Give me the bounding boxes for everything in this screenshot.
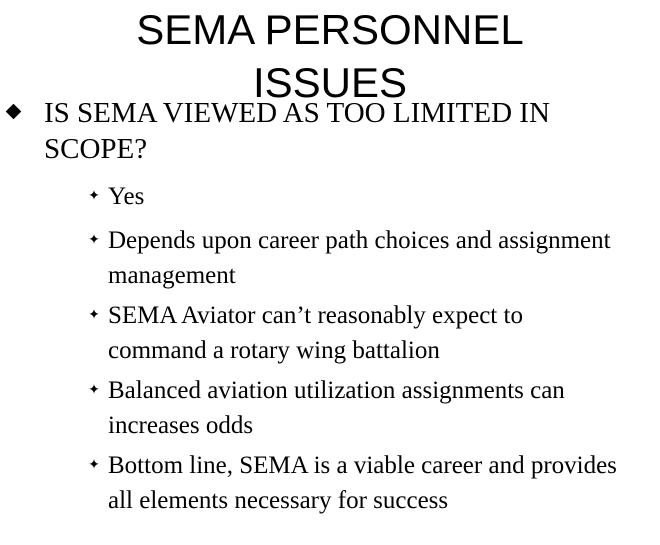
sub-bullet-item (85, 448, 625, 518)
sub-bullet-item (85, 373, 625, 443)
four-point-star-icon: ✦ (88, 188, 100, 204)
sub-bullet-text: Bottom line, SEMA is a viable career and provides all elements necessary for success (108, 452, 617, 514)
slide-title-line-2: ISSUES (252, 59, 408, 106)
sub-bullet-item (85, 223, 625, 293)
sub-bullet-list (85, 179, 625, 523)
four-point-star-icon: ✦ (88, 307, 100, 323)
sub-bullet-item (85, 298, 625, 368)
sub-bullet-text: Yes (108, 183, 145, 210)
diamond-bullet-icon (6, 104, 22, 120)
four-point-star-icon: ✦ (88, 232, 100, 248)
four-point-star-icon: ✦ (88, 457, 100, 473)
sub-bullet-text: SEMA Aviator can’t reasonably expect to command a rotary wing battalion (108, 302, 523, 364)
four-point-star-icon: ✦ (88, 382, 100, 398)
sub-bullet-text: Depends upon career path choices and assignment management (108, 227, 611, 289)
slide-title-line-1: SEMA PERSONNEL (136, 6, 524, 53)
sub-bullet-item (85, 179, 625, 214)
main-bullet-text: IS SEMA VIEWED AS TOO LIMITED IN SCOPE? (44, 97, 550, 165)
sub-bullet-text: Balanced aviation utilization assignments can increases odds (108, 377, 565, 439)
